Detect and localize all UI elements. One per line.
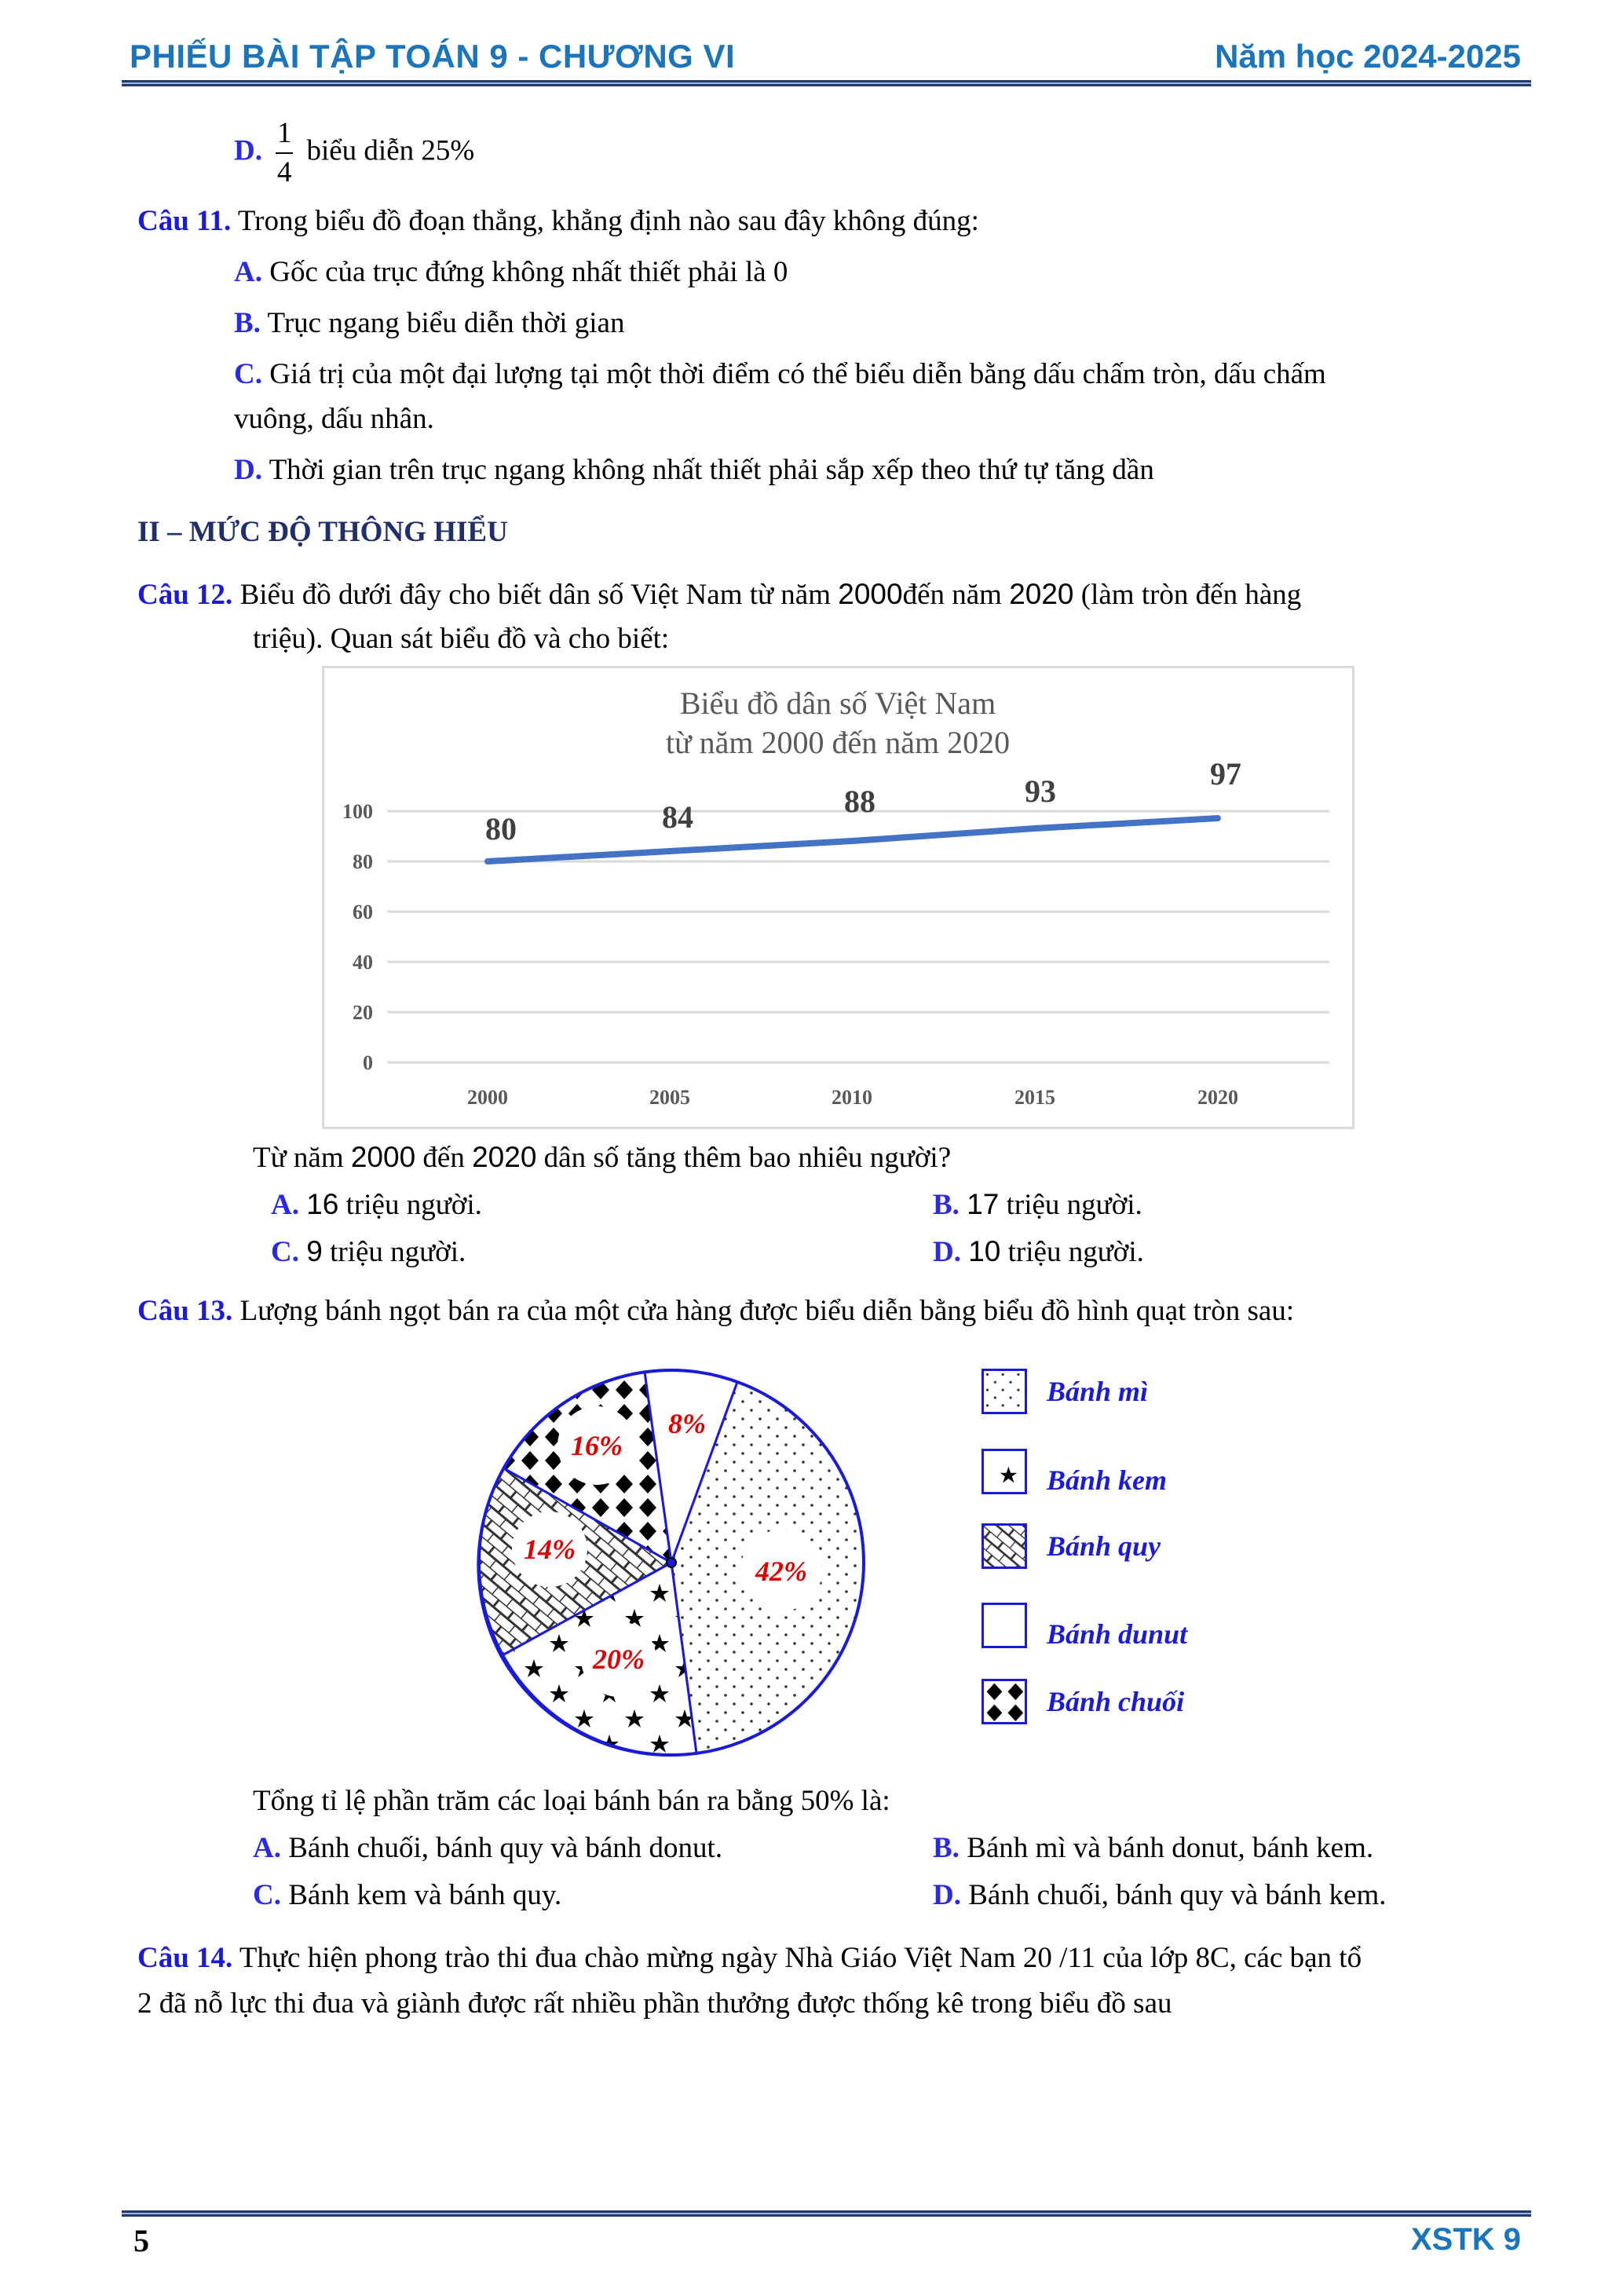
q12-option-a	[271, 1187, 482, 1223]
q11-stem	[137, 204, 979, 239]
header-year: Năm học 2024-2025	[1215, 38, 1521, 75]
footer-brand: XSTK 9	[1410, 2222, 1521, 2257]
pie-label-banh-dunut: 8%	[668, 1408, 706, 1439]
option-label: B.	[234, 307, 261, 339]
subquestion-text: Từ năm	[253, 1142, 344, 1174]
data-label: 84	[662, 799, 693, 835]
question-text: Trong biểu đồ đoạn thẳng, khẳng định nào sau đây không đúng:	[237, 205, 979, 237]
q12-option-d	[933, 1234, 1144, 1270]
option-value: 9	[306, 1235, 323, 1267]
footer-rule	[122, 2210, 1531, 2217]
option-text: Bánh chuối, bánh quy và bánh kem.	[968, 1879, 1387, 1911]
option-label: B.	[933, 1189, 960, 1221]
question-label: Câu 13.	[137, 1295, 233, 1327]
q12-subquestion	[253, 1140, 951, 1175]
question-text: Thực hiện phong trào thi đua chào mừng ngày Nhà Giáo Việt Nam 20 /11 của lớp 8C, các bạn tổ	[239, 1942, 1362, 1974]
section-heading: II – MỨC ĐỘ THÔNG HIỂU	[137, 516, 508, 548]
chart-subtitle: từ năm 2000 đến năm 2020	[665, 725, 1011, 760]
x-tick: 2020	[1197, 1086, 1238, 1109]
q11-option-a	[234, 255, 788, 290]
option-value: 16	[306, 1188, 339, 1220]
question-text: Biểu đồ dưới đây cho biết dân số Việt Nam từ năm	[239, 579, 832, 611]
option-label: A.	[234, 256, 262, 288]
pie-chart-svg	[471, 1355, 879, 1763]
option-text: triệu người.	[345, 1189, 482, 1221]
q13-option-c	[253, 1878, 561, 1913]
y-tick: 40	[353, 951, 373, 974]
q12-stem	[137, 577, 1301, 612]
gridlines	[387, 811, 1329, 1062]
data-label: 88	[844, 784, 875, 819]
q13-option-a	[253, 1831, 722, 1866]
option-text: Bánh mì và bánh donut, bánh kem.	[967, 1832, 1374, 1864]
x-tick: 2010	[832, 1086, 872, 1109]
question-label: Câu 12.	[137, 579, 233, 611]
pie-label-banh-mi: 42%	[755, 1556, 807, 1587]
x-tick: 2015	[1014, 1086, 1055, 1109]
q11-option-c-cont: vuông, dấu nhân.	[234, 403, 434, 435]
pie-label-banh-chuoi: 16%	[571, 1430, 623, 1461]
y-tick: 100	[342, 800, 373, 823]
legend-label: Bánh chuối	[1047, 1686, 1185, 1717]
q13-option-d	[933, 1878, 1387, 1913]
y-tick: 20	[353, 1001, 373, 1024]
option-text: triệu người.	[1007, 1236, 1144, 1268]
option-label: C.	[234, 358, 262, 390]
subquestion-text: đến	[422, 1142, 465, 1174]
option-label: D.	[933, 1236, 961, 1268]
cake-pie-chart	[471, 1355, 879, 1763]
q11-option-d	[234, 453, 1154, 488]
option-text: biểu diễn 25%	[306, 134, 475, 167]
q13-stem	[137, 1294, 1294, 1329]
chart-title: Biểu đồ dân số Việt Nam	[679, 686, 996, 721]
option-label: D.	[234, 134, 262, 167]
star-pattern-icon	[981, 1449, 1027, 1494]
dots-pattern-icon	[981, 1369, 1027, 1414]
option-label: D.	[234, 454, 262, 486]
data-label: 93	[1025, 773, 1056, 809]
q14-stem-cont: 2 đã nỗ lực thi đua và giành được rất nhiều phần thưởng được thống kê trong biểu đồ sau	[137, 1987, 1172, 2020]
y-tick: 60	[353, 901, 373, 923]
option-text: Gốc của trục đứng không nhất thiết phải là 0	[269, 256, 788, 288]
q14-stem	[137, 1941, 1362, 1976]
y-axis-ticks	[342, 800, 373, 1074]
x-tick: 2000	[467, 1086, 508, 1109]
fraction-bar	[276, 152, 293, 154]
option-text: Bánh chuối, bánh quy và bánh donut.	[288, 1832, 723, 1864]
hatch-pattern-icon	[981, 1523, 1027, 1569]
header-rule	[122, 80, 1531, 86]
option-value: 10	[968, 1235, 1001, 1267]
legend-label: Bánh kem	[1047, 1464, 1168, 1496]
data-label: 97	[1210, 756, 1241, 792]
pie-label-banh-kem: 20%	[593, 1643, 645, 1675]
option-text: triệu người.	[330, 1236, 466, 1268]
legend-label: Bánh mì	[1047, 1376, 1149, 1407]
legend-banh-chuoi	[981, 1679, 1184, 1724]
y-tick: 0	[363, 1051, 373, 1074]
option-value: 17	[967, 1188, 1000, 1220]
option-text: Bánh kem và bánh quy.	[288, 1879, 562, 1911]
q11-option-b	[234, 306, 624, 341]
question-text: đến năm	[902, 579, 1002, 611]
option-label: D.	[933, 1879, 961, 1911]
question-label: Câu 11.	[137, 205, 232, 237]
diamond-pattern-icon	[981, 1679, 1027, 1724]
population-series-line	[488, 818, 1218, 861]
option-text: Giá trị của một đại lượng tại một thời điểm có thể biểu diễn bằng dấu chấm tròn, dấu chấm	[269, 358, 1326, 390]
prev-option-d	[234, 116, 474, 190]
year-value: 2020	[472, 1141, 537, 1173]
option-label: A.	[253, 1832, 281, 1864]
legend-banh-dunut	[981, 1600, 1187, 1651]
legend-label: Bánh dunut	[1047, 1618, 1188, 1650]
blank-pattern-icon	[981, 1603, 1027, 1648]
header-title: PHIẾU BÀI TẬP TOÁN 9 - CHƯƠNG VI	[130, 38, 736, 75]
year-value: 2000	[838, 578, 903, 610]
q13-option-b	[933, 1831, 1373, 1866]
legend-banh-kem	[981, 1446, 1167, 1497]
data-label: 80	[485, 811, 517, 846]
question-label: Câu 14.	[137, 1942, 233, 1974]
pie-center	[667, 1558, 676, 1567]
option-text: Trục ngang biểu diễn thời gian	[267, 307, 625, 339]
subquestion-text: dân số tăng thêm bao nhiêu người?	[543, 1142, 952, 1174]
q11-option-c	[234, 357, 1326, 392]
year-value: 2020	[1009, 578, 1074, 610]
fraction	[276, 116, 293, 190]
option-text: Thời gian trên trục ngang không nhất thiết phải sắp xếp theo thứ tự tăng dần	[269, 454, 1154, 486]
fraction-numerator: 1	[276, 117, 292, 149]
q12-stem-cont: triệu). Quan sát biểu đồ và cho biết:	[253, 623, 670, 655]
y-tick: 80	[353, 850, 373, 873]
option-label: C.	[271, 1236, 299, 1268]
data-labels	[485, 756, 1241, 846]
option-label: B.	[933, 1832, 960, 1864]
option-label: C.	[253, 1879, 281, 1911]
option-text: triệu người.	[1006, 1189, 1142, 1221]
legend-label: Bánh quy	[1047, 1530, 1161, 1562]
question-text: Lượng bánh ngọt bán ra của một cửa hàng được biểu diễn bằng biểu đồ hình quạt tròn sau:	[239, 1295, 1295, 1327]
legend-banh-mi	[981, 1369, 1148, 1414]
question-text: (làm tròn đến hàng	[1080, 579, 1302, 611]
option-label: A.	[271, 1189, 299, 1221]
q12-option-b	[933, 1187, 1142, 1223]
population-line-chart	[322, 666, 1354, 1129]
page-number: 5	[133, 2223, 149, 2258]
fraction-denominator: 4	[276, 156, 292, 188]
q12-option-c	[271, 1234, 466, 1270]
x-axis-ticks	[467, 1086, 1238, 1109]
year-value: 2000	[350, 1141, 416, 1173]
q13-subquestion: Tổng tỉ lệ phần trăm các loại bánh bán ra bằng 50% là:	[253, 1785, 890, 1817]
pie-label-banh-quy: 14%	[524, 1534, 576, 1565]
x-tick: 2005	[649, 1086, 690, 1109]
legend-banh-quy	[981, 1523, 1161, 1569]
line-chart-svg	[324, 668, 1352, 1127]
